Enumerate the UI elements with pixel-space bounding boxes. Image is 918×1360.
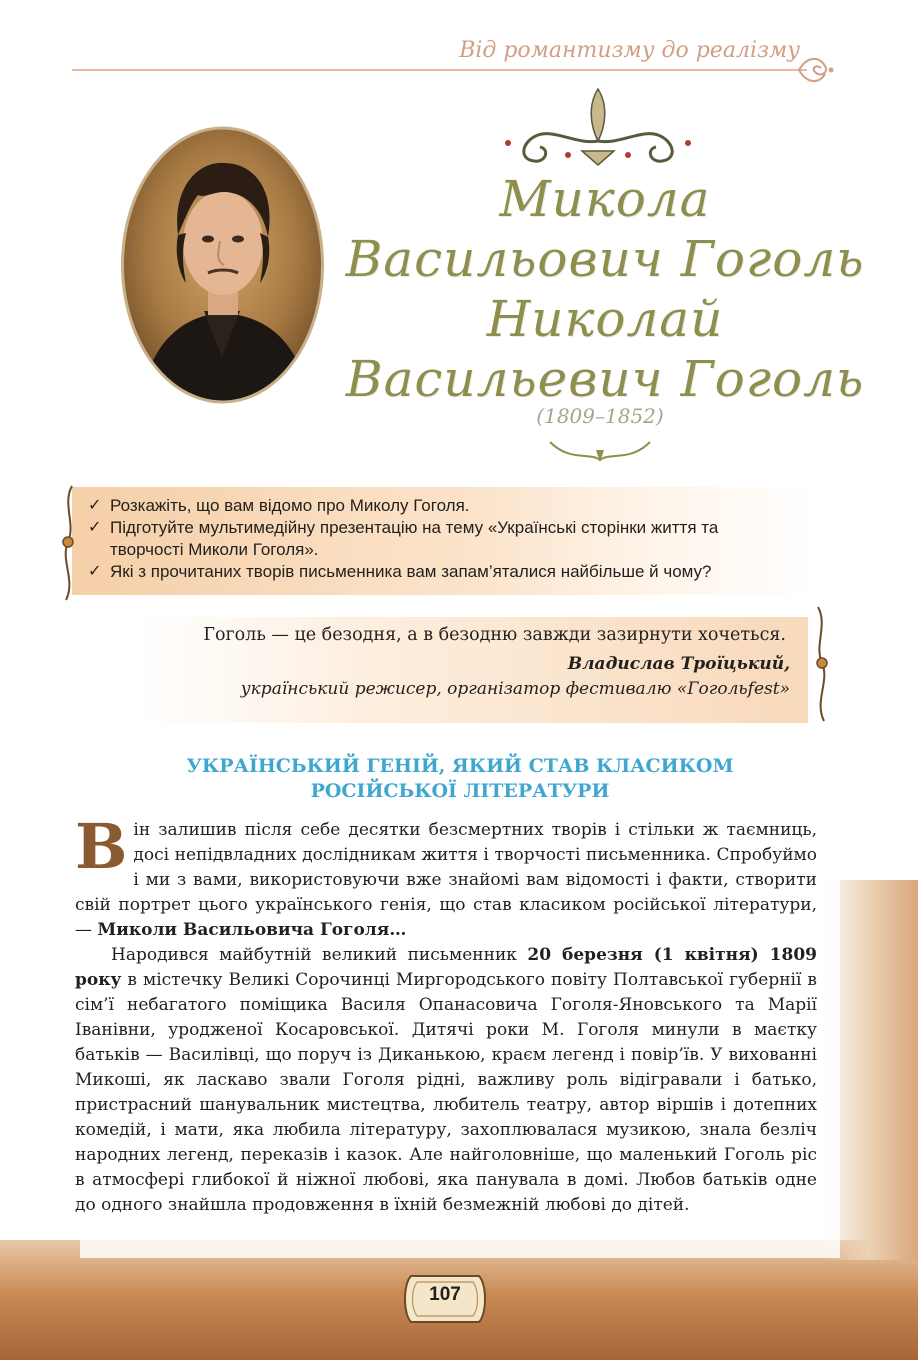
scroll-ornament-icon [54, 484, 82, 602]
epigraph-author-role: український режисер, організатор фестивалю «Гогольfest» [240, 679, 790, 699]
life-dates: (1809–1852) [536, 404, 664, 428]
title-line-4: Васильевич Гоголь [345, 350, 865, 408]
check-icon: ✓ [88, 497, 102, 514]
section-title: УКРАЇНСЬКИЙ ГЕНІЙ, ЯКИЙ СТАВ КЛАСИКОМ РОСІЙСЬКОЇ ЛІТЕРАТУРИ [186, 755, 734, 802]
epigraph-box [140, 617, 808, 723]
flourish-icon [540, 432, 660, 466]
running-header: Від романтизму до реалізму [459, 38, 800, 63]
check-icon: ✓ [88, 563, 102, 580]
page-number: 107 [429, 1284, 461, 1305]
question-item: ✓ Розкажіть, що вам відомо про Миколу Гоголя. [88, 496, 470, 515]
flourish-icon [795, 52, 835, 88]
title-line-2: Васильович Гоголь [345, 230, 865, 288]
paragraph-2: Народився майбутній великий письменник 20 березня (1 квітня) 1809 року в містечку Великі Сорочинці Миргородського повіту Полтавської губернії в сім’ї небагатого поміщика Василя Опанасовича Гоголя-Яновського та Марії Іванівни, уродженої Косаровської. Дитячі роки М. Гоголя минули в маєтку батьків — Василівці, що поруч із Диканькою, краєм легенд і повір’їв. У вихованні Микоші, як ласкаво звали Гоголя рідні, важливу роль відігравали і батько, пристрасний шанувальник мистецтва, любитель театру, автор віршів і дотепних комедій, і мати, яка любила літературу, захоплювалася музикою, знала безліч народних легенд, переказів і казок. Але найголовніше, що маленький Гоголь ріс в атмосфері глибокої й ніжної любові, яка панувала в домі. Любов батьків одне до одного знайшла продовження в їхній безмежній любові до дітей. [75, 945, 818, 1215]
article-body [75, 810, 818, 1218]
gogol-portrait [120, 125, 325, 405]
title-line-3: Николай [486, 290, 724, 348]
question-item-continuation: творчості Миколи Гоголя». [110, 540, 319, 559]
check-icon: ✓ [88, 519, 102, 536]
header-rule [72, 69, 807, 71]
drop-cap: В [75, 810, 128, 883]
epigraph-author: Владислав Троїцький, [567, 654, 790, 674]
question-item: ✓ Підготуйте мультимедійну презентацію на тему «Українські сторінки життя та [88, 518, 719, 537]
paragraph-1: Він залишив після себе десятки безсмертних творів і стільки ж таємниць, досі непідвладних дослідникам життя і творчості письменника. Спробуймо і ми з вами, використовуючи вже знайомі вам відомості і факти, створити свій портрет цього українського генія, що став класиком російської літератури, — Миколи Васильовича Гоголя… [75, 810, 817, 940]
epigraph-quote: Гоголь — це безодня, а в безодню завжди зазирнути хочеться. [203, 625, 786, 645]
question-item: ✓ Які з прочитаних творів письменника вам запам’яталися найбільше й чому? [88, 562, 712, 581]
title-line-1: Микола [499, 170, 711, 228]
questions-box [72, 487, 817, 595]
scroll-ornament-icon [806, 605, 836, 723]
fleur-ornament-icon [498, 85, 698, 175]
